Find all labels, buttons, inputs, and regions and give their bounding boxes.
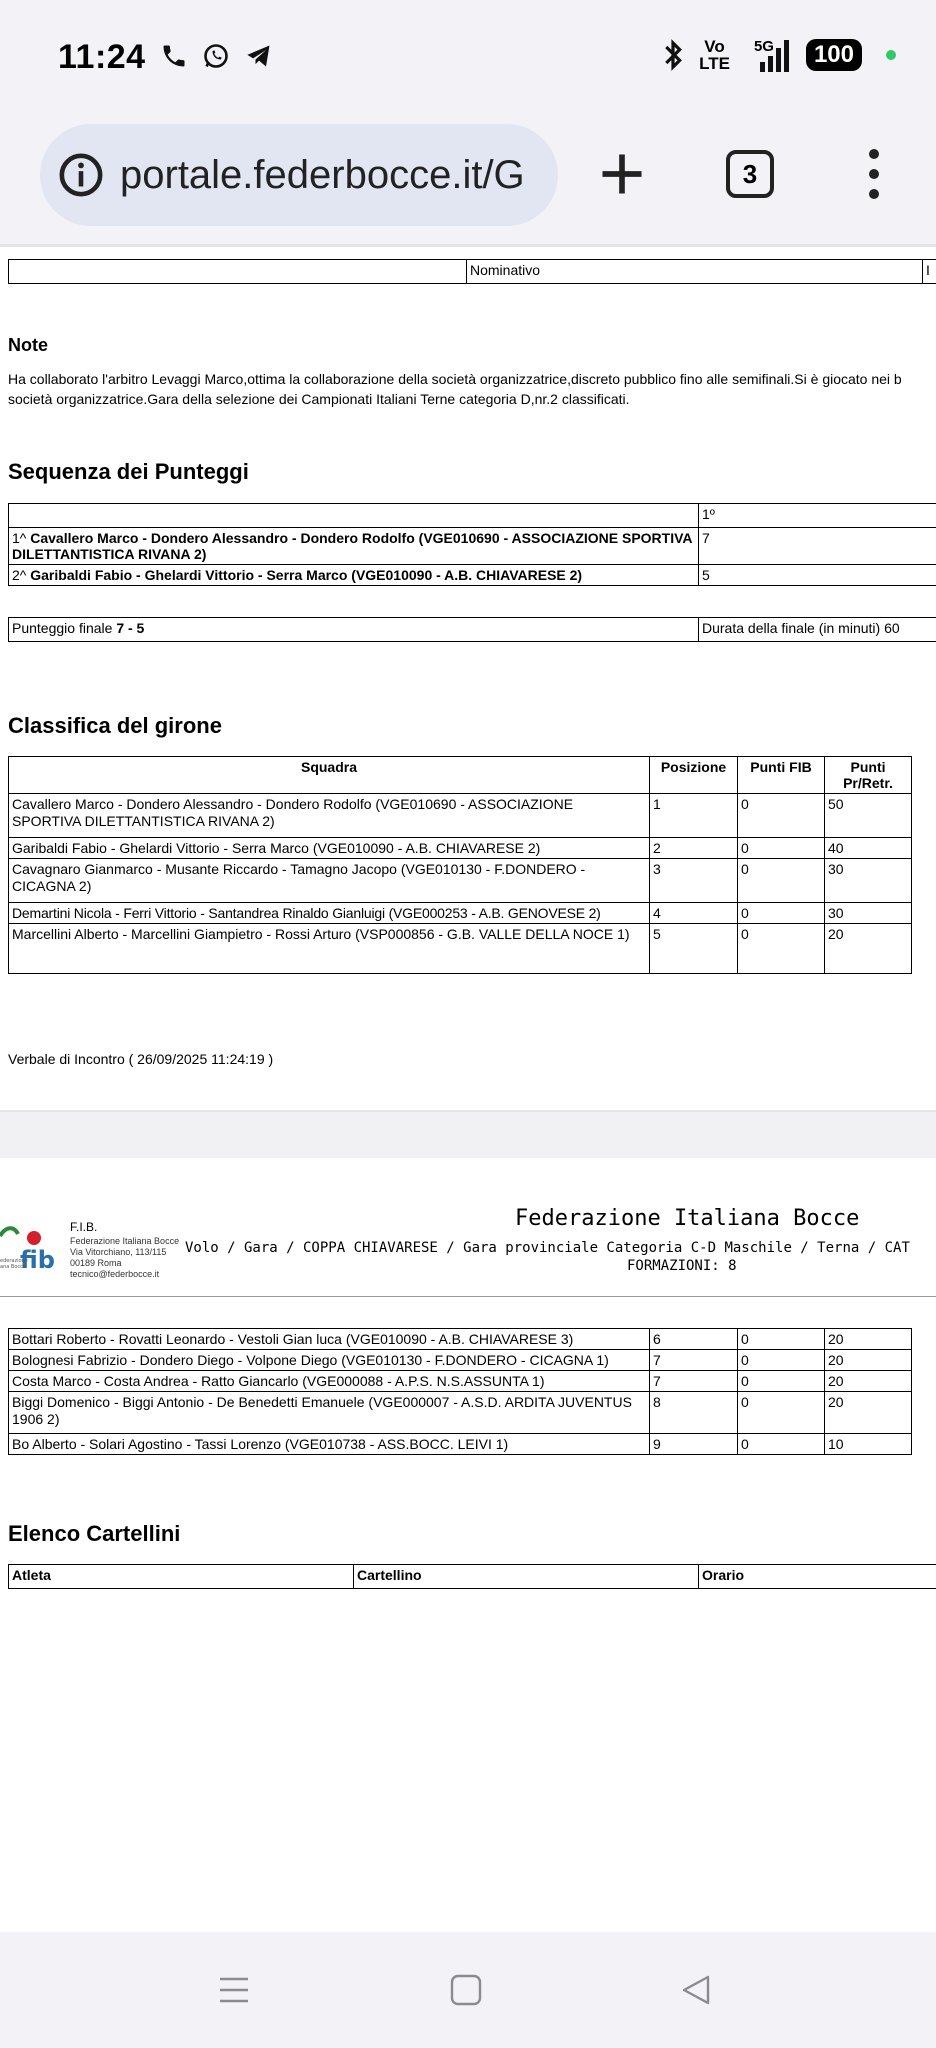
verbale-incontro: Verbale di Incontro ( 26/09/2025 11:24:19 ) (8, 1051, 274, 1067)
note-text (8, 369, 936, 409)
team-name: Cavallero Marco - Dondero Alessandro - Dondero Rodolfo (VGE010690 - ASSOCIAZIONE SPORTIVA DILETTANTISTICA RIVANA 2) (12, 530, 692, 562)
pr-cell: 20 (825, 1329, 912, 1350)
fib-cell: 0 (738, 924, 825, 974)
nominativo-header: Nominativo (467, 260, 923, 284)
col-punti-pr: Punti Pr/Retr. (825, 757, 912, 794)
status-bar (0, 0, 936, 118)
col-squadra: Squadra (9, 757, 650, 794)
punteggio-finale (9, 618, 699, 642)
table-row (9, 565, 936, 586)
fib-org-name: F.I.B. (70, 1220, 98, 1234)
durata-finale: Durata della finale (in minuti) 60 (699, 618, 936, 642)
phone-icon (160, 42, 188, 70)
rank-prefix: 2^ (12, 567, 31, 583)
posizione-cell: 5 (650, 924, 738, 974)
pr-cell: 40 (825, 838, 912, 859)
fib-cell: 0 (738, 794, 825, 838)
table-row (9, 903, 912, 924)
pr-cell: 20 (825, 1392, 912, 1434)
sequenza-team-cell (9, 565, 699, 586)
squadra-cell: Bolognesi Fabrizio - Dondero Diego - Volpone Diego (VGE010130 - F.DONDERO - CICAGNA 1) (9, 1350, 650, 1371)
squadra-cell: Biggi Domenico - Biggi Antonio - De Benedetti Emanuele (VGE000007 - A.S.D. ARDITA JUVENTUS 1906 2) (9, 1392, 650, 1434)
recent-apps-icon[interactable] (218, 1974, 250, 2006)
posizione-cell: 8 (650, 1392, 738, 1434)
classifica-table-continued (8, 1328, 912, 1455)
table-row (9, 1371, 912, 1392)
competition-path: Volo / Gara / COPPA CHIAVARESE / Gara provinciale Categoria C-D Maschile / Terna / CAT (185, 1240, 910, 1256)
table-row (9, 1329, 912, 1350)
svg-text:ederazione: ederazione (0, 1258, 28, 1264)
fib-cell: 0 (738, 1371, 825, 1392)
posizione-cell: 2 (650, 838, 738, 859)
pr-cell: 10 (825, 1434, 912, 1455)
classifica-title: Classifica del girone (8, 713, 222, 738)
plus-icon[interactable] (596, 148, 648, 200)
pr-cell: 50 (825, 794, 912, 838)
nominativo-empty-cell (9, 260, 467, 284)
fib-cell: 0 (738, 1392, 825, 1434)
note-title: Note (8, 335, 48, 355)
sequenza-table (8, 503, 936, 586)
privacy-dot (886, 50, 896, 60)
address-line: Via Vitorchiano, 113/115 (70, 1247, 167, 1257)
table-row (9, 1392, 912, 1434)
info-icon[interactable] (58, 152, 104, 198)
col-orario: Orario (699, 1565, 936, 1589)
col-atleta: Atleta (9, 1565, 354, 1589)
url-text[interactable]: portale.federbocce.it/G (120, 152, 525, 197)
sequenza-title: Sequenza dei Punteggi (8, 459, 249, 484)
web-content[interactable] (0, 247, 936, 1932)
browser-toolbar (0, 118, 936, 246)
punteggio-label: Punteggio finale (12, 620, 117, 636)
nominativo-next-header: I (923, 260, 936, 284)
squadra-cell: Cavagnaro Gianmarco - Musante Riccardo - Tamagno Jacopo (VGE010130 - F.DONDERO - CICAGNA 2) (9, 859, 650, 903)
fib-cell: 0 (738, 1350, 825, 1371)
pr-cell: 20 (825, 1350, 912, 1371)
posizione-cell: 1 (650, 794, 738, 838)
pdf-page-header (0, 1158, 936, 1298)
clock: 11:24 (58, 38, 146, 76)
signal-icon (746, 38, 790, 72)
whatsapp-icon (202, 42, 230, 70)
col-posizione: Posizione (650, 757, 738, 794)
system-navigation-bar (0, 1932, 936, 2048)
table-row (9, 1434, 912, 1455)
team-name: Garibaldi Fabio - Ghelardi Vittorio - Serra Marco (VGE010090 - A.B. CHIAVARESE 2) (30, 567, 583, 583)
tabs-icon[interactable] (726, 150, 774, 198)
fib-cell: 0 (738, 903, 825, 924)
svg-text:fib: fib (20, 1246, 55, 1274)
address-line: 00189 Roma (70, 1258, 122, 1268)
header-rule (0, 1296, 936, 1297)
fib-cell: 0 (738, 1329, 825, 1350)
network-bottom: LTE (699, 54, 730, 73)
bluetooth-icon (663, 39, 683, 71)
squadra-cell: Demartini Nicola - Ferri Vittorio - Santandrea Rinaldo Gianluigi (VGE000253 - A.B. GENOVESE 2) (9, 903, 650, 924)
punteggio-table (8, 617, 936, 642)
svg-text:ana Bocce: ana Bocce (0, 1264, 26, 1270)
posizione-cell: 4 (650, 903, 738, 924)
posizione-cell: 6 (650, 1329, 738, 1350)
col-punti-fib: Punti FIB (738, 757, 825, 794)
posizione-cell: 9 (650, 1434, 738, 1455)
sequenza-score: 5 (699, 565, 936, 586)
table-row (9, 924, 912, 974)
fib-cell: 0 (738, 859, 825, 903)
address-line: Federazione Italiana Bocce (70, 1236, 180, 1246)
sequenza-team-cell (9, 528, 699, 565)
fib-cell: 0 (738, 1434, 825, 1455)
table-row (9, 838, 912, 859)
sequenza-empty-header (9, 504, 699, 528)
punteggio-value: 7 - 5 (116, 620, 145, 636)
squadra-cell: Marcellini Alberto - Marcellini Giampietro - Rossi Arturo (VSP000856 - G.B. VALLE DELLA NOCE 1) (9, 924, 650, 974)
home-icon[interactable] (450, 1974, 482, 2006)
pr-cell: 20 (825, 1371, 912, 1392)
squadra-cell: Garibaldi Fabio - Ghelardi Vittorio - Serra Marco (VGE010090 - A.B. CHIAVARESE 2) (9, 838, 650, 859)
back-icon[interactable] (680, 1974, 712, 2006)
col-cartellino: Cartellino (354, 1565, 699, 1589)
address-bar[interactable] (40, 124, 558, 226)
table-row (9, 859, 912, 903)
sequenza-col-header: 1º (699, 504, 936, 528)
rank-prefix: 1^ (12, 530, 31, 546)
cartellini-table (8, 1564, 936, 1589)
federation-title: Federazione Italiana Bocce (515, 1206, 860, 1231)
posizione-cell: 3 (650, 859, 738, 903)
cartellini-title: Elenco Cartellini (8, 1521, 181, 1546)
table-row (9, 528, 936, 565)
pdf-page-gap (0, 1110, 936, 1158)
posizione-cell: 7 (650, 1350, 738, 1371)
note-line: società organizzatrice.Gara della selezione dei Campionati Italiani Terne categoria D,nr.2 classificati. (8, 391, 630, 407)
signal-type: 5G (753, 38, 774, 55)
formazioni-count: FORMAZIONI: 8 (627, 1258, 737, 1274)
table-row (9, 794, 912, 838)
squadra-cell: Costa Marco - Costa Andrea - Ratto Giancarlo (VGE000088 - A.P.S. N.S.ASSUNTA 1) (9, 1371, 650, 1392)
posizione-cell: 7 (650, 1371, 738, 1392)
kebab-menu-icon[interactable] (868, 148, 880, 200)
telegram-icon (244, 42, 274, 70)
classifica-table (8, 756, 912, 974)
note-line: Ha collaborato l'arbitro Levaggi Marco,ottima la collaborazione della società organizzatrice,discreto pubblico fino alle semifinali.Si è giocato nei b (8, 371, 902, 387)
squadra-cell: Bo Alberto - Solari Agostino - Tassi Lorenzo (VGE010738 - ASS.BOCC. LEIVI 1) (9, 1434, 650, 1455)
fib-org-address (70, 1236, 190, 1280)
sequenza-score: 7 (699, 528, 936, 565)
battery-indicator: 100 (806, 39, 862, 71)
fib-logo-icon (0, 1224, 60, 1274)
network-top: Vo (704, 37, 725, 56)
nominativo-table (8, 259, 936, 284)
pr-cell: 30 (825, 903, 912, 924)
network-label (699, 38, 730, 72)
tab-count: 3 (742, 158, 758, 189)
squadra-cell: Cavallero Marco - Dondero Alessandro - Dondero Rodolfo (VGE010690 - ASSOCIAZIONE SPORTIVA DILETTANTISTICA RIVANA 2) (9, 794, 650, 838)
pr-cell: 20 (825, 924, 912, 974)
fib-cell: 0 (738, 838, 825, 859)
table-row (9, 1350, 912, 1371)
pr-cell: 30 (825, 859, 912, 903)
squadra-cell: Bottari Roberto - Rovatti Leonardo - Vestoli Gian luca (VGE010090 - A.B. CHIAVARESE 3) (9, 1329, 650, 1350)
address-line: tecnico@federbocce.it (70, 1269, 160, 1279)
